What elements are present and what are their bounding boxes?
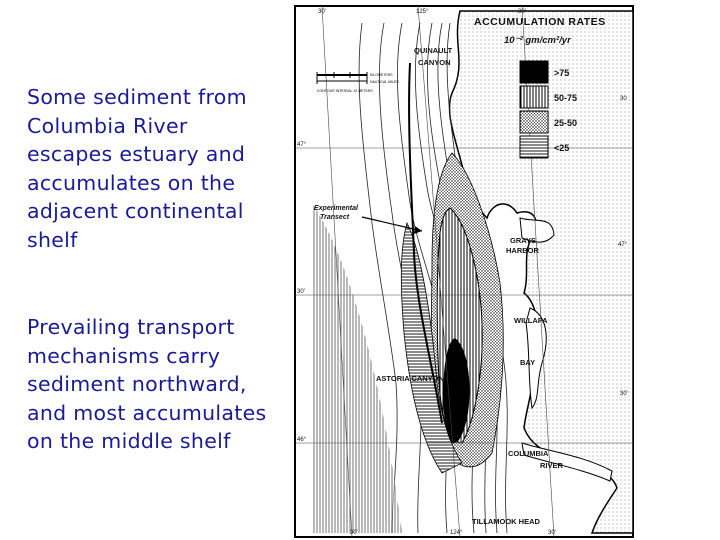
coord-right-30b: 30': [620, 391, 628, 397]
coord-left-46: 46°: [297, 437, 307, 443]
label-quinault-canyon: CANYON: [418, 58, 451, 67]
coord-top-30b: 30': [518, 9, 526, 15]
legend-label-below-25: <25: [554, 143, 570, 153]
legend-swatch-50-75: [520, 86, 548, 108]
coord-bottom-124: 124°: [450, 530, 463, 536]
legend-label-50-75: 50-75: [554, 93, 578, 103]
accumulation-rate-map: [292, 3, 636, 540]
label-river: RIVER: [540, 461, 563, 470]
label-columbia: COLUMBIA: [508, 449, 549, 458]
legend-swatch-above-75: [520, 61, 548, 83]
label-willapa: WILLAPA: [514, 316, 548, 325]
legend-label-25-50: 25-50: [554, 118, 578, 128]
legend-label-above-75: >75: [554, 68, 570, 78]
legend-swatch-below-25: [520, 136, 548, 158]
scale-km-label: KILOMETERS: [370, 73, 393, 77]
label-quinault: QUINAULT: [414, 46, 453, 55]
coord-top-125: 125°: [416, 9, 429, 15]
contour-interval-label: CONTOUR INTERVAL 10 METERS: [317, 89, 373, 93]
scale-nmi-label: NAUTICAL MILES: [370, 80, 399, 84]
legend-title: ACCUMULATION RATES: [474, 16, 606, 28]
coord-bottom-30b: 30': [548, 530, 556, 536]
coord-right-30: 30: [620, 96, 627, 102]
label-bay: BAY: [520, 358, 536, 367]
label-experimental: Experimental: [314, 205, 358, 212]
coord-top-30: 30': [318, 9, 326, 15]
coord-left-30: 30': [297, 289, 305, 295]
coord-right-47: 47°: [618, 242, 628, 248]
label-grays: GRAYS: [510, 236, 536, 245]
legend-units: 10⁻² gm/cm²/yr: [504, 35, 571, 46]
label-harbor: HARBOR: [506, 246, 539, 255]
bullet-sediment-escape: Some sediment from Columbia River escapes estuary and accumulates on the adjacent continental shelf: [27, 85, 247, 252]
legend-swatch-25-50: [520, 111, 548, 133]
label-astoria-canyon: ASTORIA CANYON: [376, 374, 444, 383]
label-transect: Transect: [320, 214, 350, 221]
coord-left-47: 47°: [297, 142, 307, 148]
coord-bottom-30: 30': [350, 530, 358, 536]
label-tillamook-head: TILLAMOOK HEAD: [472, 517, 540, 526]
bullet-northward-transport: Prevailing transport mechanisms carry sediment northward, and most accumulates on the middle shelf: [27, 315, 267, 453]
